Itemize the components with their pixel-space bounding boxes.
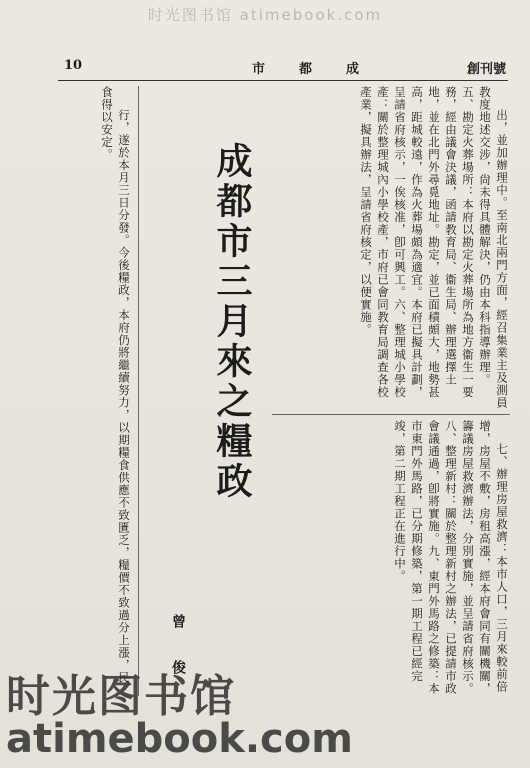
header-rule [58,80,508,81]
article-columns [62,86,510,696]
vertical-divider [138,86,139,696]
bottom-watermark-cn: 时光图书馆 [6,671,236,722]
top-watermark: 时光图书馆 atimebook.com [147,6,383,24]
body-text: 行，遂於本月三日分發。今後糧政，本府仍將繼續努力，以期糧食供應不致匱乏，糧價不致過分上漲，民食得以安定。 [100,86,131,684]
horizontal-divider [272,414,510,415]
article-title: 成都市三月來之糧政 [211,142,253,502]
body-column-left [62,86,132,696]
bottom-watermark-en: atimebook.com [6,716,353,762]
body-text: 出，並加辦理中。至南北兩門方面，經召集業主及測員教度地述交涉，尙未得具體解決，仍由本科指導辦理。五、勘定火葬場所：本府以勘定火葬場所為地方衞生一要務，經由議會決議，函請教育局、衞生局、辦理選擇土地，並在北門外尋覓地址。勘定，並已面積頗大，地勢甚高，距城較遠，作為火葬場頗為適宜。本府已擬具計劃，呈請省府核示，一俟核准，卽可興工。六、整理城小學校產：關於整理城內小學校產，市府已會同教育局調查各校產業，擬具辦法，呈請省府核定，以便實施。 [359,86,509,409]
journal-name [252,58,506,77]
page-header [60,56,506,78]
header-char: 成 [345,62,359,77]
body-column-right-bottom [275,420,510,696]
issue-label: 創刊號 [466,62,506,77]
article-author: 曾 俊 [170,614,186,682]
page-number: 10 [64,58,83,73]
article-title-block [148,86,266,696]
body-column-right-top [280,86,510,410]
body-text: 七、辦理房屋救濟：本市人口，三月來較前倍增，房屋不敷，房租高漲，經本府會同有關機關，籌議房屋救濟辦法，分別實施，並呈請省府核示。八、整理新村：關於整理新村之辦法，已提請市政會議通過，卽將實施。九、東門外馬路之修築：本市東門外馬路，已分期修築，第一期工程已經完竣，第二期工程正在進行中。 [393,420,509,695]
header-char: 都 [298,62,312,77]
header-char: 市 [251,62,265,77]
